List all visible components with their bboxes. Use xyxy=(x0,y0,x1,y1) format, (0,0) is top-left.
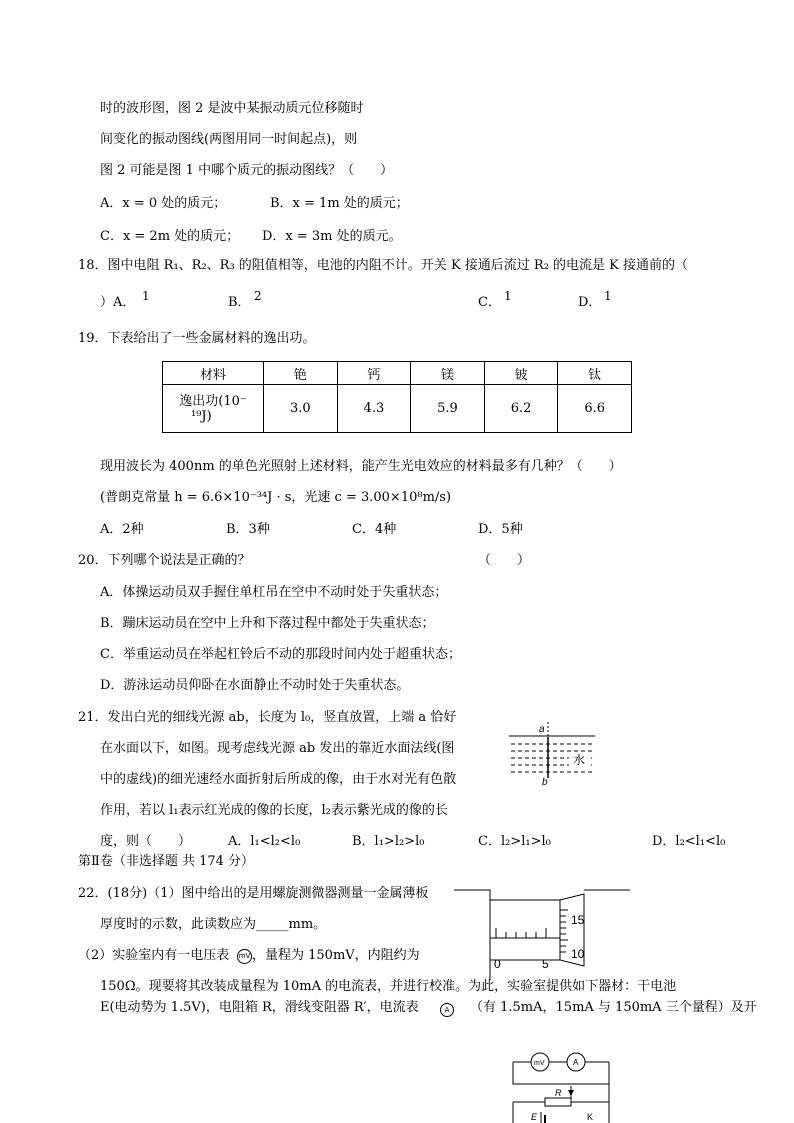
table-header-row xyxy=(163,362,632,385)
table-header-cell: 铍 xyxy=(484,362,558,385)
q17-option-d: D．x = 3m 处的质元。 xyxy=(262,229,402,244)
q22-line5-a: E(电动势为 1.5V)，电阻箱 R，滑线变阻器 R′，电流表 xyxy=(100,1000,419,1015)
q22-line3-b: ，量程为 150mV，内阻约为 xyxy=(252,948,420,963)
q21-option-d: D．l₂<l₁<l₀ xyxy=(652,834,726,849)
label-b: b xyxy=(542,777,548,788)
q19-question: 现用波长为 400nm 的单色光照射上述材料，能产生光电效应的材料最多有几种？（ ） xyxy=(100,459,622,474)
q20-stem: 20．下列哪个说法是正确的？ xyxy=(78,553,251,568)
table-cell: 6.2 xyxy=(484,385,558,433)
table-header-cell: 钛 xyxy=(558,362,632,385)
table-row xyxy=(163,385,632,433)
ammeter-icon: A xyxy=(440,1003,454,1017)
sleeve-label-0: 0 xyxy=(494,957,501,971)
micrometer-frame-left xyxy=(454,890,490,980)
resistor-box xyxy=(545,1098,571,1106)
label-a: a xyxy=(539,724,545,735)
voltmeter-icon: mV xyxy=(237,949,252,964)
calibration-circuit-figure xyxy=(505,1050,615,1123)
q17-line1: 时的波形图，图 2 是波中某振动质元位移随时 xyxy=(100,101,364,116)
table-cell: 5.9 xyxy=(411,385,485,433)
q17-option-a: A．x = 0 处的质元； xyxy=(100,196,227,211)
table-header-cell: 材料 xyxy=(163,362,264,385)
row-label-line2: ¹⁹J) xyxy=(191,408,212,424)
q20-option-b: B．蹦床运动员在空中上升和下落过程中都处于失重状态； xyxy=(100,616,435,631)
q18-b-label: B． xyxy=(228,295,251,310)
q21-line4: 作用，若以 l₁表示红光成的像的长度，l₂表示紫光成的像的长 xyxy=(100,803,448,818)
q20-option-c: C．举重运动员在举起杠铃后不动的那段时间内处于超重状态； xyxy=(100,647,461,662)
q19-option-d: D．5种 xyxy=(478,522,523,537)
voltmeter-label: mV xyxy=(534,1060,545,1067)
q18-d-label: D． xyxy=(578,295,602,310)
thimble-label-15: 15 xyxy=(571,913,585,927)
q21-option-a: A．l₁<l₂<l₀ xyxy=(228,834,301,849)
q21-option-c: C．l₂>l₁>l₀ xyxy=(478,834,551,849)
q17-option-b: B．x = 1m 处的质元； xyxy=(270,196,409,211)
q19-note: (普朗克常量 h = 6.6×10⁻³⁴J · s，光速 c = 3.00×10⁸m/s) xyxy=(100,490,452,505)
q18-b-value: 2 xyxy=(254,289,262,303)
q21-option-b: B．l₁>l₂>l₀ xyxy=(352,834,425,849)
q18-a-value: 1 xyxy=(142,289,150,303)
q22-line1: 22．(18分)（1）图中给出的是用螺旋测微器测量一金属薄板 xyxy=(78,886,429,901)
table-header-cell: 钙 xyxy=(337,362,411,385)
battery-label: E xyxy=(531,1112,538,1122)
q19-option-c: C．4种 xyxy=(352,522,397,537)
table-cell: 6.6 xyxy=(558,385,632,433)
q22-line3-a: （2）实验室内有一电压表 xyxy=(78,948,230,963)
sleeve-label-5: 5 xyxy=(542,957,549,971)
q22-line4: 150Ω。现要将其改装成量程为 10mA 的电流表，并进行校准。为此，实验室提供如下器材：干电池 xyxy=(100,979,677,994)
q20-option-d: D．游泳运动员仰卧在水面静止不动时处于失重状态。 xyxy=(100,678,410,693)
q21-line3: 中的虚线)的细光速经水面折射后所成的像，由于水对光有色散 xyxy=(100,772,457,787)
q18-c-label: C． xyxy=(478,295,501,310)
q20-paren: （ ） xyxy=(478,553,531,568)
water-light-source-figure xyxy=(505,718,605,788)
q22-line5-b: （有 1.5mA，15mA 与 150mA 三个量程）及开 xyxy=(470,1000,757,1015)
q19-option-a: A．2种 xyxy=(100,522,144,537)
table-cell: 4.3 xyxy=(337,385,411,433)
q18-d-value: 1 xyxy=(604,289,612,303)
q21-line1: 21．发出白光的细线光源 ab，长度为 l₀，竖直放置，上端 a 恰好 xyxy=(78,710,457,725)
table-row-label xyxy=(163,385,264,433)
water-label: 水 xyxy=(573,753,586,767)
resistor-label: R xyxy=(555,1088,562,1098)
part2-heading: 第Ⅱ卷（非选择题 共 174 分） xyxy=(78,854,255,869)
micrometer-figure xyxy=(450,880,650,980)
q17-line2: 间变化的振动图线(两图用同一时间起点)，则 xyxy=(100,132,358,147)
work-function-table xyxy=(162,361,632,433)
table-header-cell: 镁 xyxy=(411,362,485,385)
q19-option-b: B．3种 xyxy=(226,522,270,537)
q18-stem: 18．图中电阻 R₁、R₂、R₃ 的阻值相等，电池的内阻不计。开关 K 接通后流过 R₂ 的电流是 K 接通前的（ xyxy=(78,258,689,273)
ammeter-label: A xyxy=(573,1058,579,1067)
q21-line5: 度，则（ ） xyxy=(100,834,192,849)
switch-label: K xyxy=(587,1112,594,1122)
thimble-label-10: 10 xyxy=(571,947,585,961)
table-cell: 3.0 xyxy=(264,385,338,433)
q17-line3: 图 2 可能是图 1 中哪个质元的振动图线？（ ） xyxy=(100,163,394,178)
q17-option-c: C．x = 2m 处的质元； xyxy=(100,229,240,244)
q18-cont: ）A． xyxy=(100,295,136,310)
q22-line2: 厚度时的示数，此读数应为_____mm。 xyxy=(100,917,327,932)
q18-c-value: 1 xyxy=(504,289,512,303)
rheostat-arrow xyxy=(568,1090,574,1096)
q21-line2: 在水面以下，如图。现考虑线光源 ab 发出的靠近水面法线(图 xyxy=(100,741,455,756)
q19-stem: 19．下表给出了一些金属材料的逸出功。 xyxy=(78,331,316,346)
q20-option-a: A．体操运动员双手握住单杠吊在空中不动时处于失重状态； xyxy=(100,585,448,600)
row-label-line1: 逸出功(10⁻ xyxy=(179,393,247,409)
table-header-cell: 铯 xyxy=(264,362,338,385)
